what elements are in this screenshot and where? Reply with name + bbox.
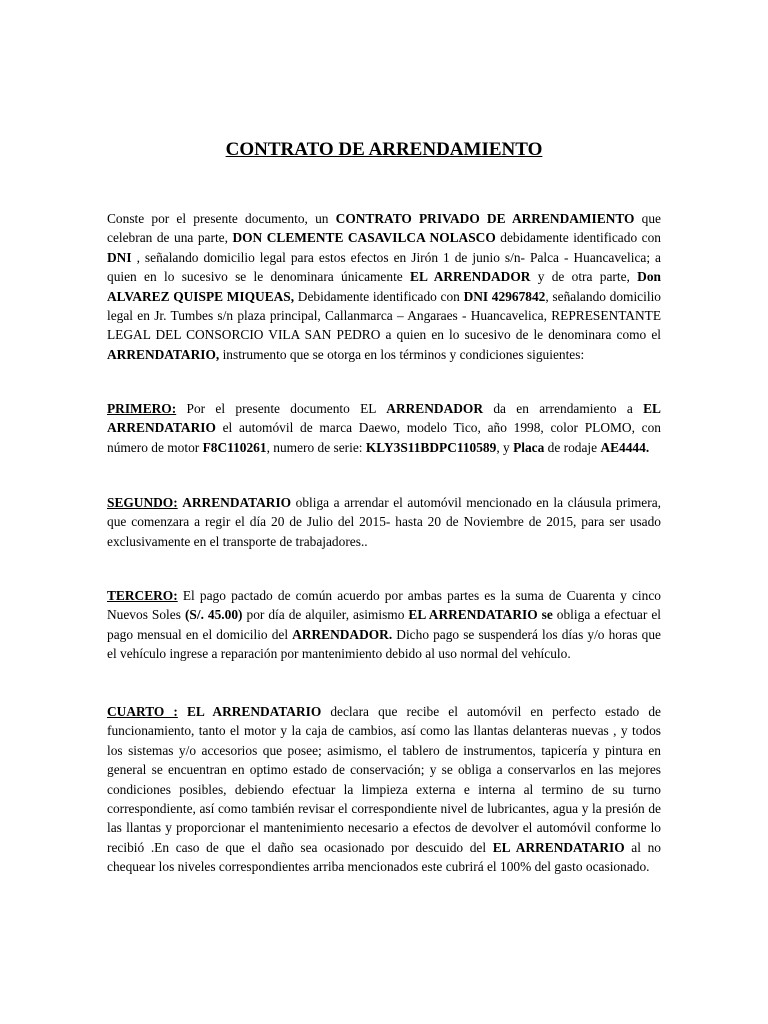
clause-text — [178, 704, 187, 719]
intro-bold: EL ARRENDADOR — [410, 269, 531, 285]
clause-text: Por el presente documento EL — [176, 401, 387, 416]
intro-text: debidamente identificado con — [495, 230, 661, 246]
clause-tercero — [107, 586, 661, 664]
intro-bold: DON CLEMENTE CASAVILCA NOLASCO — [232, 230, 496, 246]
intro-text: que celebran de una parte, — [107, 211, 661, 246]
intro-text: Debidamente identificado con — [294, 288, 464, 304]
clause-cuarto — [107, 702, 661, 877]
clause-primero — [107, 399, 661, 457]
intro-bold: ARRENDATARIO, — [107, 346, 220, 362]
intro-text: instrumento que se otorga en los términos y condiciones siguientes: — [219, 346, 585, 362]
clause-text: obliga a arrendar el automóvil mencionado en la cláusula primera, que comenzara a regir el día 20 de Julio del 2015- hasta 20 de Noviembre de 2015, para ser usado exclusivamente en el transporte de trabajadores.. — [107, 495, 661, 549]
clause-text: , numero de serie: — [266, 439, 366, 455]
clause-bold: EL ARRENDATARIO — [107, 401, 661, 436]
clause-bold: ARRENDADOR — [386, 401, 484, 416]
intro-bold: DNI 42967842 — [463, 288, 546, 304]
intro-paragraph — [107, 209, 661, 364]
clause-segundo — [107, 493, 661, 551]
clause-bold: ARRENDATARIO — [182, 495, 292, 510]
clause-heading: PRIMERO: — [107, 401, 177, 416]
clause-text: al no chequear los niveles correspondientes arriba mencionados este cubrirá el 100% del gasto ocasionado. — [107, 839, 661, 875]
intro-bold: DNI — [107, 249, 132, 265]
clause-bold: (S/. 45.00) — [184, 607, 243, 623]
clause-bold: EL ARRENDATARIO — [492, 839, 625, 855]
clause-heading: CUARTO : — [107, 704, 178, 719]
clause-text: el automóvil de marca Daewo, modelo Tico, año 1998, color PLOMO, con número de motor — [107, 420, 661, 455]
intro-text: Conste por el presente documento, un — [107, 211, 336, 226]
intro-text: , señalando domicilio legal en Jr. Tumbes s/n plaza principal, Callanmarca – Angaraes - Huancavelica, REPRESENTANTE LEGAL DEL CONSORCIO VILA SAN PEDRO a quien en lo sucesivo de le denominara como el — [107, 288, 661, 343]
clause-bold: EL ARRENDATARIO se — [408, 607, 553, 623]
clause-bold: F8C110261 — [202, 439, 267, 455]
clause-bold: EL ARRENDATARIO — [186, 704, 322, 719]
clause-text: declara que recibe el automóvil en perfecto estado de funcionamiento, tanto el motor y la caja de cambios, así como las llantas delanteras nuevas , y todos los sistemas y/o accesorios que posee; asimismo, el tablero de instrumentos, tapicería y pintura en general se encuentran en optimo estado de conservación; y se obliga a conservarlos en las mejores condiciones posibles, debiendo efectuar la limpieza externa e interna al termino de su turno correspondiente, así como también revisar el correspondiente nivel de lubricantes, agua y la presión de las llantas y proporcionar el mantenimiento necesario a efectos de devolver el automóvil conforme lo recibió .En caso de que el daño sea ocasionado por descuido del — [107, 704, 661, 855]
document-title: CONTRATO DE ARRENDAMIENTO — [225, 139, 543, 160]
clause-heading: TERCERO: — [107, 588, 178, 603]
intro-bold: Don ALVAREZ QUISPE MIQUEAS, — [107, 269, 661, 304]
clause-text: Dicho pago se suspenderá los días y/o horas que el vehículo ingrese a reparación por mantenimiento debido al uso normal del vehículo. — [107, 626, 661, 662]
clause-text: obliga a efectuar el pago mensual en el domicilio del — [107, 607, 661, 642]
intro-bold: CONTRATO PRIVADO DE ARRENDAMIENTO — [335, 211, 635, 226]
clause-bold: ARRENDADOR. — [292, 626, 393, 642]
clause-text: El pago pactado de común acuerdo por ambas partes es la suma de Cuarenta y cinco Nuevos Soles — [107, 588, 661, 623]
clause-text: por día de alquiler, asimismo — [242, 607, 409, 623]
clause-heading: SEGUNDO: — [107, 495, 178, 510]
clause-bold: AE4444. — [600, 439, 650, 455]
clause-bold: Placa — [513, 439, 545, 455]
clause-text: , y — [496, 439, 514, 455]
clause-text: da en arrendamiento a — [483, 401, 644, 416]
clause-bold: KLY3S11BDPC110589 — [365, 439, 497, 455]
clause-text: de rodaje — [544, 439, 601, 455]
intro-text: y de otra parte, — [530, 269, 638, 285]
intro-text: , señalando domicilio legal para estos efectos en Jirón 1 de junio s/n- Palca - Huancavelica; a quien en lo sucesivo se le denominara únicamente — [107, 249, 661, 285]
